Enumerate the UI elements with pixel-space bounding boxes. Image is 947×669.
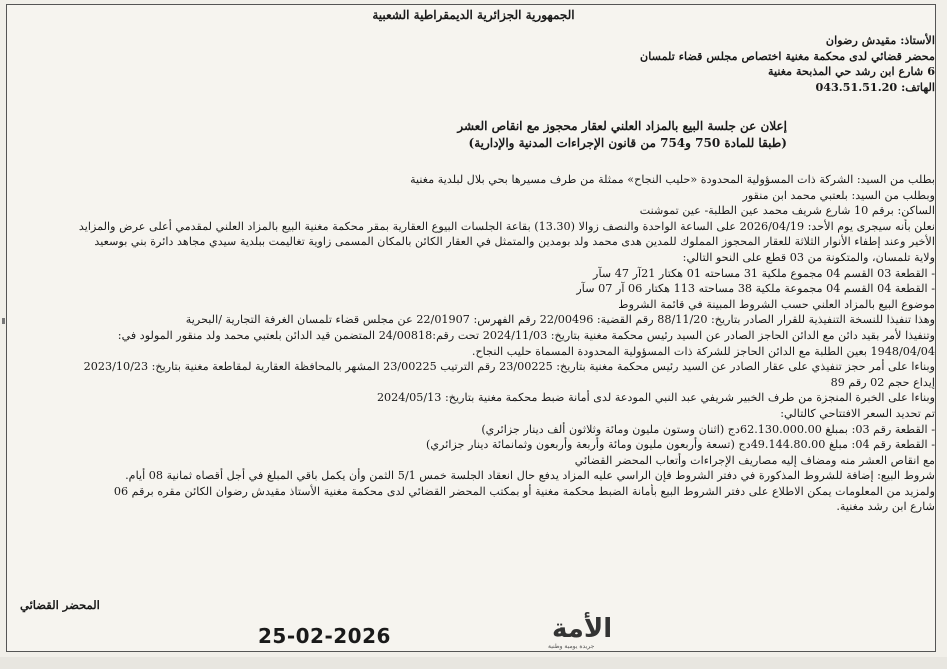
notice-title-line1: إعلان عن جلسة البيع بالمزاد العلني لعقار محجوز مع انقاص العشر	[457, 119, 787, 133]
body-line: وبناءا على أمر حجز تنفيذي على عقار الصادر عن السيد رئيس محكمة مغنية بتاريخ: 23/00225 رقم الترتيب 23/00225 المشهر بالمحافظة العقارية لمقاطعة مغنية بتاريخ: 2023/10/23	[83, 360, 935, 374]
body-line: مع انقاص العشر منه ومضاف إليه مصاريف الإجراءات وأتعاب المحضر القضائي	[574, 453, 935, 467]
bailiff-block	[12, 33, 935, 95]
publication-date: 25-02-2026	[258, 624, 391, 648]
body-line: - القطعة رقم 03: بمبلغ 62.130.000.00دج (اثنان وستون مليون ومائة وثلاثون ألف دينار جزائري)	[481, 422, 935, 436]
body-line: شارع ابن رشد مغنية.	[836, 500, 935, 514]
bailiff-address: 6 شارع ابن رشد حي المذبحة مغنية	[768, 64, 935, 79]
notice-title	[147, 118, 787, 152]
body-line: 1948/04/04 بعين الطلبة مع الدائن الحاجز للشركة ذات المسؤولية المحدودة المسماة حليب النجاح.	[471, 344, 935, 358]
signature-label: المحضر القضائي	[20, 598, 100, 612]
body-line: إيداع حجم 02 رقم 89	[830, 375, 935, 389]
country-header: الجمهورية الجزائرية الديمقراطية الشعبية	[372, 8, 575, 22]
body-line: وهذا تنفيذا للنسخة التنفيذية للقرار الصادر بتاريخ: 88/11/20 رقم القضية: 22/00496 رقم الفهرس: 22/01907 عن مجلس قضاء تلمسان الغرفة التجارية /البحرية	[185, 313, 935, 327]
body-line: بطلب من السيد: الشركة ذات المسؤولية المحدودة «حليب النجاح» ممثلة من طرف مسيرها بحي بلال لبلدية مغنية	[410, 173, 935, 186]
body-line: ولاية تلمسان، والمتكونة من 03 قطع على النحو التالي:	[682, 250, 935, 264]
body-line: وبناءا على الخبرة المنجزة من طرف الخبير شريفي عبد النبي المودعة لدى أمانة ضبط محكمة مغنية بتاريخ: 2024/05/13	[376, 391, 935, 405]
body-line: وتنفيذا لأمر بقيد دائن مع الدائن الحاجز الصادر عن السيد رئيس محكمة مغنية بتاريخ: 2024/11/03 تحت رقم:24/00818 المتضمن قيد الدائن بلعتبي محمد ولد منقور المولود في:	[117, 328, 935, 342]
newspaper-tagline: جريدة يومية وطنية	[548, 643, 595, 650]
notice-title-line2: (طبقا للمادة 750 و754 من قانون الإجراءات المدنية والإدارية)	[468, 136, 787, 150]
body-line: شروط البيع: إضافة للشروط المذكورة في دفتر الشروط فإن الراسي عليه المزاد يدفع حال انعقاد الجلسة خمس 5/1 الثمن وأن يكمل باقي المبلغ في أجل أقصاه ثمانية 08 أيام.	[125, 469, 935, 483]
body-line: - القطعة 04 القسم 04 مجموعة ملكية 38 مساحته 113 هكتار 06 آر 07 سآر	[576, 282, 935, 296]
body-line: الساكن: برقم 10 شارع شريف محمد عين الطلبة- عين تموشنت	[639, 204, 935, 218]
body-line: الأخير وعند إطفاء الأنوار الثلاثة للعقار المحجوز المملوك للمدين هدى محمد ولد بومدين والمتمثل في العقار الكائن بالمكان المسمى زاوية تغاليمت ببلدية سيدي مجاهد دائرة بني بوسعيد	[94, 235, 935, 249]
notice-body	[12, 172, 935, 515]
body-line: - القطعة 03 القسم 04 مجموع ملكية 31 مساحته 01 هكتار 21آر 47 سآر	[593, 266, 935, 280]
body-line: وبطلب من السيد: بلعتبي محمد ابن منقور	[742, 188, 935, 202]
bailiff-phone: الهاتف: 043.51.51.20	[815, 79, 935, 94]
body-line: نعلن بأنه سيجرى يوم الأحد: 2026/04/19 على الساعة الواحدة والنصف زوالا (13.30) بقاعة الجلسات البيوع العقارية بمقر محكمة مغنية البيع بالمزاد العلني لمقدمي أعلى عرض والمزايد	[78, 219, 935, 233]
margin-mark	[2, 318, 5, 324]
body-line: موضوع البيع بالمزاد العلني حسب الشروط المبينة في قائمة الشروط	[618, 297, 935, 311]
newspaper-logo: الأمة	[552, 614, 613, 644]
body-line: تم تحديد السعر الافتتاحي كالتالي:	[780, 406, 935, 420]
body-line: ولمزيد من المعلومات يمكن الاطلاع على دفتر الشروط البيع بأمانة الضبط محكمة مغنية أو بمكتب المحضر القضائي لدى محكمة مغنية الأستاذ مقيدش رضوان الكائن مقره برقم 06	[113, 484, 935, 498]
body-line: - القطعة رقم 04: مبلغ 49.144.80.00دج (تسعة وأربعون مليون ومائة وأربعة وأربعون وثمانمائة دينار جزائري)	[425, 438, 935, 452]
bottom-strip	[0, 657, 947, 669]
bailiff-name: الأستاذ: مقيدش رضوان	[825, 33, 935, 47]
bailiff-office: محضر قضائي لدى محكمة مغنية اختصاص مجلس قضاء تلمسان	[639, 48, 935, 63]
